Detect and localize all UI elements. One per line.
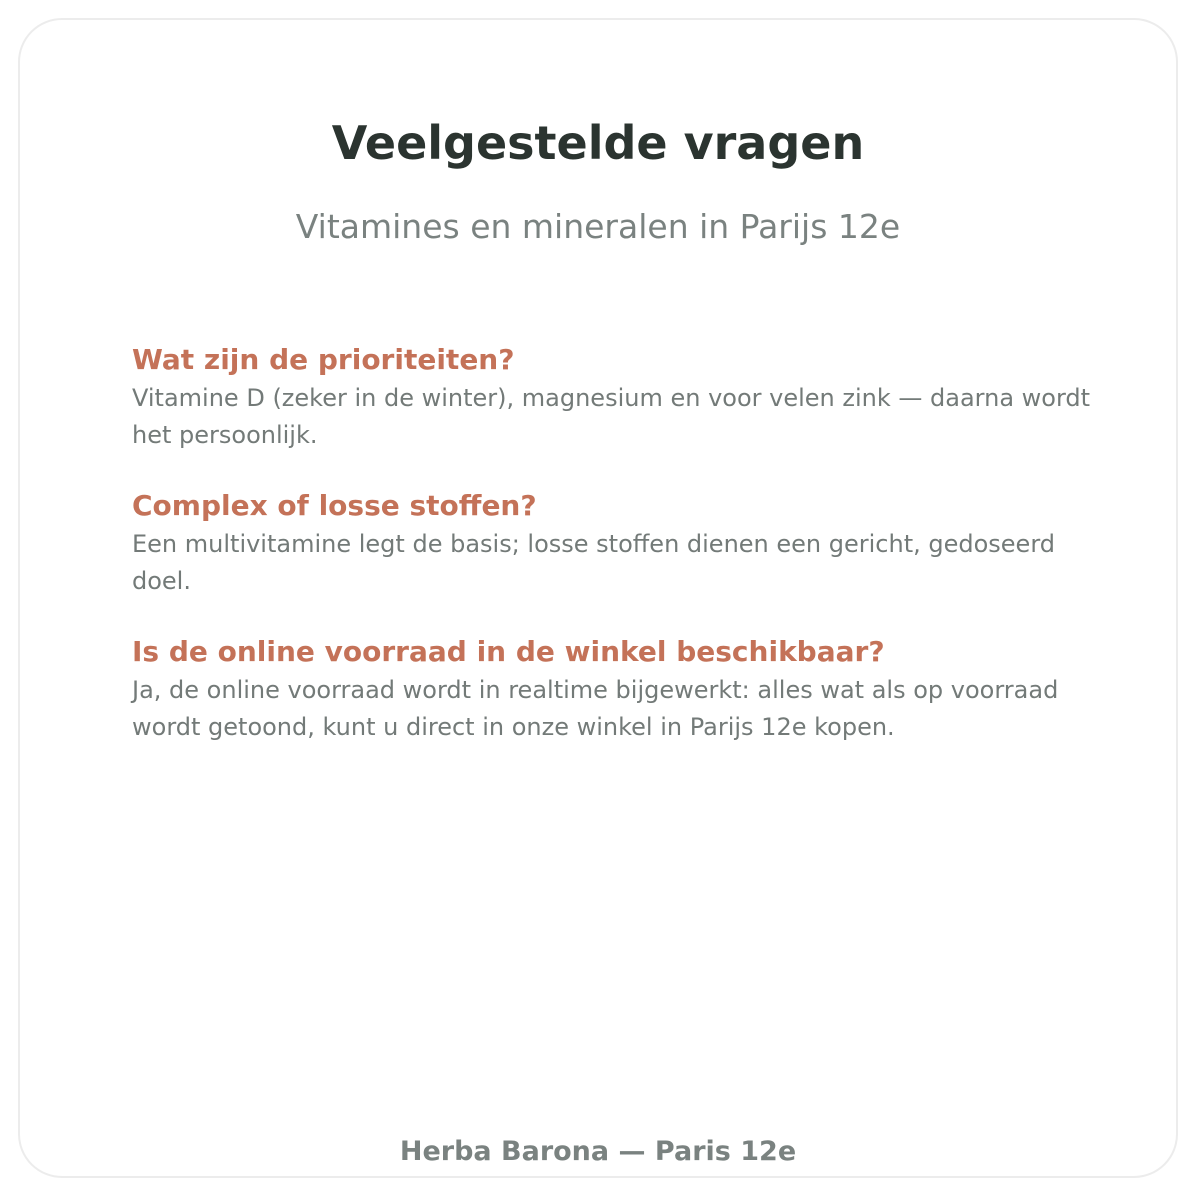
faq-item <box>132 634 1092 746</box>
faq-question: Wat zijn de prioriteiten? <box>132 343 515 376</box>
faq-item <box>132 342 1092 454</box>
faq-answer: Een multivitamine legt de basis; losse stoffen dienen een gericht, gedoseerd doel. <box>132 530 1056 595</box>
faq-question: Complex of losse stoffen? <box>132 489 537 522</box>
page-title: Veelgestelde vragen <box>331 116 865 170</box>
faq-item <box>132 488 1092 600</box>
faq-list <box>132 342 1092 780</box>
page-subtitle: Vitamines en mineralen in Parijs 12e <box>295 207 901 246</box>
footer-brand: Herba Barona — Paris 12e <box>399 1136 797 1167</box>
faq-card <box>18 18 1178 1178</box>
faq-question: Is de online voorraad in de winkel beschikbaar? <box>132 635 885 668</box>
faq-answer: Ja, de online voorraad wordt in realtime bijgewerkt: alles wat als op voorraad wordt getoond, kunt u direct in onze winkel in Parijs 12e kopen. <box>132 676 1059 741</box>
faq-answer: Vitamine D (zeker in de winter), magnesium en voor velen zink — daarna wordt het persoonlijk. <box>132 384 1091 449</box>
